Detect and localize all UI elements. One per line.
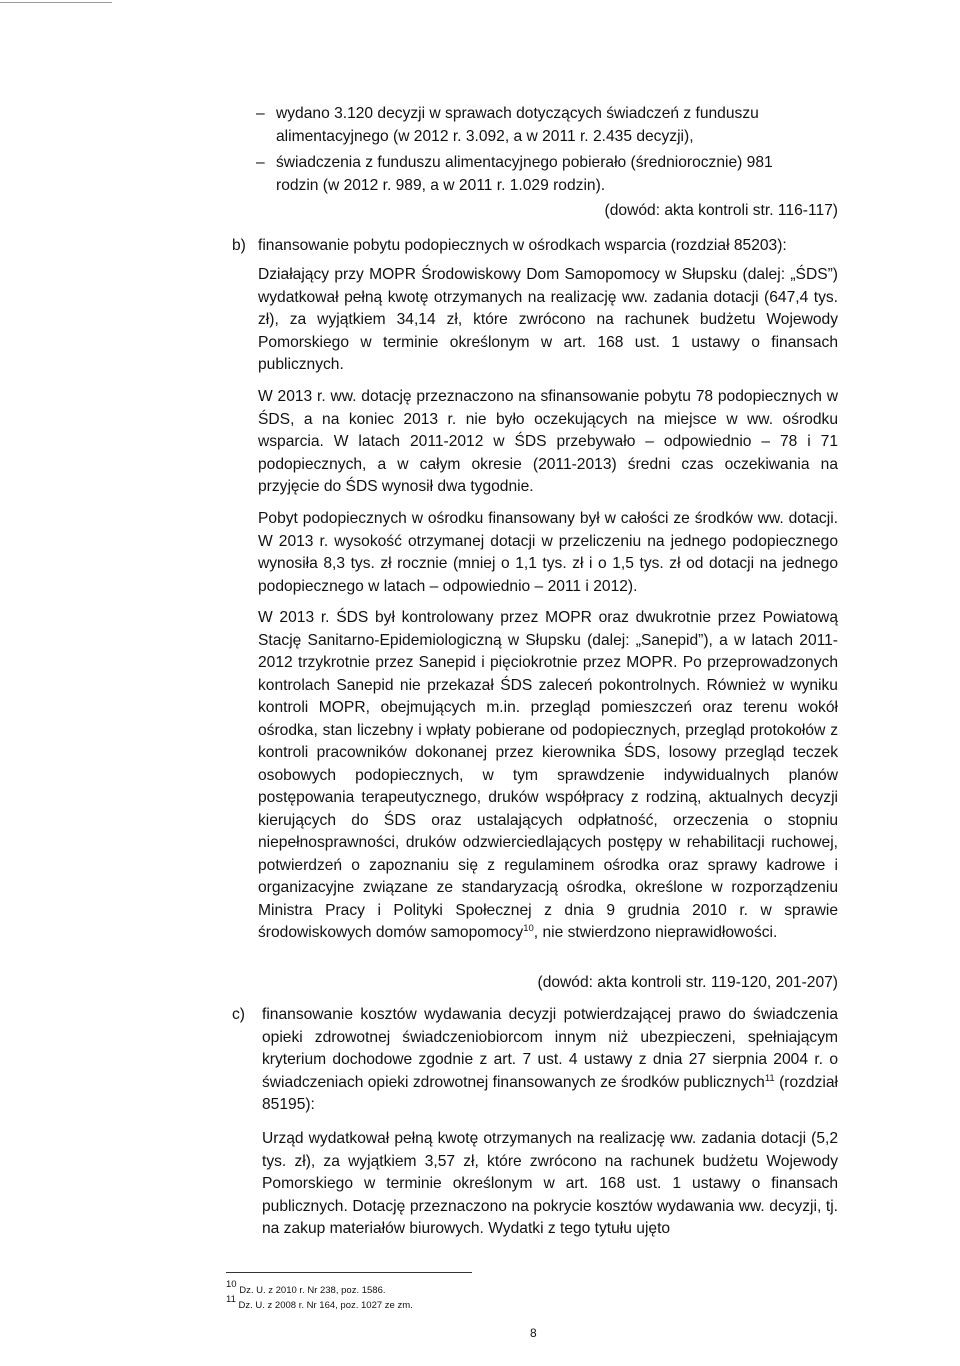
section-b-paragraph-2: W 2013 r. ww. dotację przeznaczono na sfinansowanie pobytu 78 podopiecznych w ŚDS, a na koniec 2013 r. nie było oczekujących na miejsce w ww. ośrodku wsparcia. W latach 2011-2012 w ŚDS przebywało – odpowiednio – 78 i 71 podopiecznych, a w całym okresie (2011-2013) średni czas oczekiwania na przyjęcie do ŚDS wynosił dwa tygodnie.	[258, 388, 838, 495]
section-b-title: finansowanie pobytu podopiecznych w ośrodkach wsparcia (rozdział 85203):	[258, 237, 787, 254]
section-c-title-end: (rozdział 85195):	[262, 1073, 838, 1113]
section-c-title	[262, 1004, 838, 1117]
footnote-11-number: 11	[226, 1294, 236, 1305]
bullet-2-line-1: świadczenia z funduszu alimentacyjnego pobierało (średniorocznie) 981	[276, 154, 773, 171]
page-number: 8	[530, 1326, 537, 1340]
evidence-note: (dowód: akta kontroli str. 119-120, 201-207)	[537, 974, 838, 991]
section-b-paragraph-1: Działający przy MOPR Środowiskowy Dom Samopomocy w Słupsku (dalej: „ŚDS”) wydatkował pełną kwotę otrzymanych na realizację ww. zadania dotacji (647,4 tys. zł), za wyjątkiem 34,14 zł, które zwrócono na rachunek budżetu Wojewody Pomorskiego w terminie określonym w art. 168 ust. 1 ustawy o finansach publicznych.	[258, 266, 838, 373]
section-b-paragraph-3: Pobyt podopiecznych w ośrodku finansowany był w całości ze środków ww. dotacji. W 2013 r. wysokość otrzymanej dotacji w przeliczeniu na jednego podopiecznego wynosiła 8,3 tys. zł rocznie (mniej o 1,1 tys. zł i o 1,5 tys. zł od dotacji na jednego podopiecznego w latach – odpowiednio – 2011 i 2012).	[258, 510, 838, 595]
evidence-note: (dowód: akta kontroli str. 116-117)	[604, 202, 838, 219]
bullet-dash: –	[256, 154, 265, 171]
footnote-11	[226, 1294, 413, 1312]
footnote-10	[226, 1279, 386, 1297]
section-b-paragraph-4-text: W 2013 r. ŚDS był kontrolowany przez MOPR oraz dwukrotnie przez Powiatową Stację Sanitarno-Epidemiologiczną w Słupsku (dalej: „Sanepid”), a w latach 2011-2012 trzykrotnie przez Sanepid i pięciokrotnie przez MOPR. Po przeprowadzonych kontrolach Sanepid nie przekazał ŚDS zaleceń pokontrolnych. Również w wyniku kontroli MOPR, obejmujących m.in. przegląd pomieszczeń oraz terenu wokół ośrodka, stan liczebny i wpłaty pobierane od podopiecznych, przegląd protokołów z kontroli pracowników dokonanej przez kierownika ŚDS, losowy przegląd teczek osobowych podopiecznych, w tym sprawdzenie indywidualnych planów postępowania terapeutycznego, druków współpracy z rodziną, aktualnych decyzji kierujących do ŚDS oraz ustalających odpłatność, orzeczenia o stopniu niepełnosprawności, druków odzwierciedlających postępy w rehabilitacji ruchowej, potwierdzeń o zapoznaniu się z regulaminem ośrodka oraz sprawy kadrowe i organizacyjne związane ze standaryzacją ośrodka, określone w rozporządzeniu Ministra Pracy i Polityki Społecznej z dnia 9 grudnia 2010 r. w sprawie środowiskowych domów samopomocy	[258, 609, 838, 941]
footnote-10-text: Dz. U. z 2010 r. Nr 238, poz. 1586.	[239, 1285, 386, 1296]
scan-edge-line	[0, 2, 112, 3]
bullet-2-line-2: rodzin (w 2012 r. 989, a w 2011 r. 1.029 rodzin).	[276, 177, 606, 194]
footnote-ref-11: 11	[764, 1072, 775, 1084]
footnote-10-number: 10	[226, 1279, 237, 1290]
footnote-ref-10: 10	[523, 923, 534, 934]
footnote-separator	[226, 1272, 472, 1273]
bullet-1-line-2: alimentacyjnego (w 2012 r. 3.092, a w 2011 r. 2.435 decyzji),	[276, 128, 694, 145]
footnote-11-text: Dz. U. z 2008 r. Nr 164, poz. 1027 ze zm.	[238, 1300, 413, 1311]
bullet-1-line-1: wydano 3.120 decyzji w sprawach dotyczących świadczeń z funduszu	[276, 105, 759, 122]
bullet-dash: –	[256, 105, 265, 122]
section-b-label: b)	[232, 237, 246, 254]
section-c-label: c)	[232, 1006, 245, 1023]
section-c-title-text: finansowanie kosztów wydawania decyzji potwierdzającej prawo do świadczenia opieki zdrowotnej świadczeniobiorcom innym niż ubezpieczeni, spełniającym kryterium dochodowe zgodnie z art. 7 ust. 4 ustawy z dnia 27 sierpnia 2004 r. o świadczeniach opieki zdrowotnej finansowanych ze środków publicznych	[262, 1006, 838, 1091]
section-c-paragraph-1: Urząd wydatkował pełną kwotę otrzymanych na realizację ww. zadania dotacji (5,2 tys. zł), za wyjątkiem 3,57 zł, które zwrócono na rachunek budżetu Wojewody Pomorskiego w terminie określonym w art. 168 ust. 1 ustawy o finansach publicznych. Dotację przeznaczono na pokrycie kosztów wydawania ww. decyzji, tj. na zakup materiałów biurowych. Wydatki z tego tytułu ujęto	[262, 1130, 838, 1237]
section-b-paragraph-4	[258, 607, 838, 945]
section-b-paragraph-4-end: , nie stwierdzono nieprawidłowości.	[533, 924, 778, 941]
